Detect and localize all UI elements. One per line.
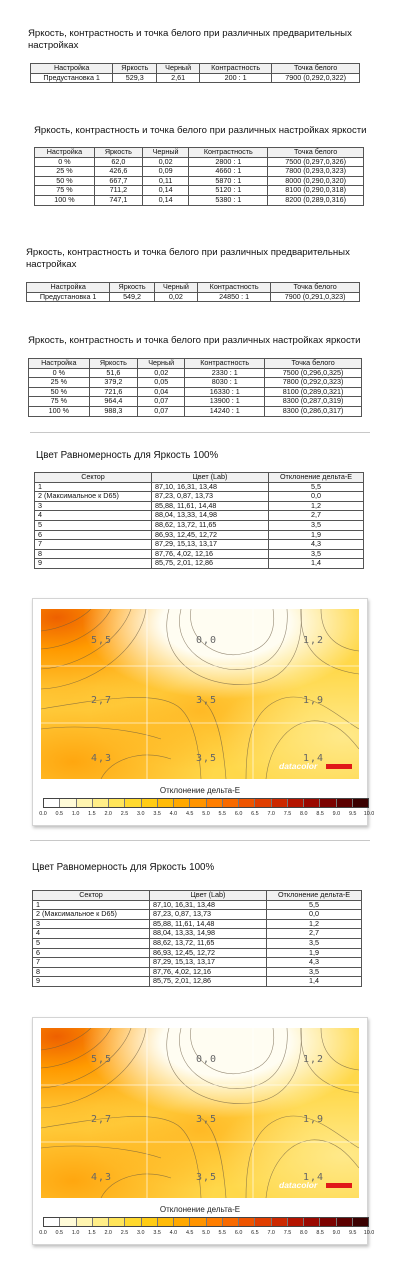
scale-swatch <box>337 1218 353 1226</box>
table-cell: 88,62, 13,72, 11,65 <box>152 520 269 530</box>
col-header: Цвет (Lab) <box>150 891 267 901</box>
table-cell: 1 <box>33 900 150 910</box>
scale-swatch <box>77 1218 93 1226</box>
table-cell: 0,07 <box>138 397 185 407</box>
scale-swatch <box>142 799 158 807</box>
delta-label: 2,7 <box>91 1114 113 1125</box>
scale-tick-label: 1.0 <box>71 811 80 817</box>
table-cell: 2,7 <box>269 511 364 521</box>
table-row <box>31 73 360 83</box>
scale-swatch <box>288 799 304 807</box>
scale-tick-label: 4.0 <box>169 811 178 817</box>
scale-title: Отклонение дельта-E <box>159 1205 241 1214</box>
col-header: Цвет (Lab) <box>152 473 269 483</box>
table-cell: 0,05 <box>138 378 185 388</box>
scale-swatch <box>93 1218 109 1226</box>
preset-table-1 <box>30 63 360 83</box>
scale-tick-label: 4.0 <box>169 1230 178 1236</box>
table-cell: 7900 (0,291,0,323) <box>271 292 360 302</box>
table-cell: 100 % <box>35 195 95 205</box>
scale-swatch <box>223 1218 239 1226</box>
scale-tick-label: 3.0 <box>137 1230 145 1236</box>
col-header: Контрастность <box>197 283 270 293</box>
delta-e-scale-bar <box>43 798 369 808</box>
table-cell: 87,29, 15,13, 13,17 <box>150 958 267 968</box>
table-cell: 8030 : 1 <box>185 378 265 388</box>
table-cell: 0,02 <box>138 368 185 378</box>
col-header: Черный <box>142 148 188 158</box>
table-cell: 3,5 <box>269 549 364 559</box>
delta-label: 3,5 <box>196 1114 218 1125</box>
table-header-row <box>35 473 364 483</box>
delta-label: 1,4 <box>303 753 325 764</box>
scale-tick-label: 4.5 <box>185 1230 194 1236</box>
col-header: Настройка <box>35 148 95 158</box>
table-row <box>35 195 364 205</box>
scale-tick-label: 8.0 <box>300 811 308 817</box>
delta-label: 5,5 <box>91 635 113 646</box>
table-row <box>35 492 364 502</box>
scale-swatch <box>77 799 93 807</box>
table-cell: Предустановка 1 <box>31 73 113 83</box>
table-cell: 88,62, 13,72, 11,65 <box>150 938 267 948</box>
table-cell: 964,4 <box>89 397 138 407</box>
table-cell: 100 % <box>29 406 90 416</box>
table-cell: 5 <box>35 520 152 530</box>
scale-swatch <box>174 799 190 807</box>
scale-tick-label: 2.5 <box>120 1230 129 1236</box>
delta-label: 3,5 <box>196 753 218 764</box>
table-cell: 2 (Максимальное к D65) <box>33 910 150 920</box>
scale-tick-label: 6.5 <box>251 1230 259 1236</box>
table-cell: 0,0 <box>269 492 364 502</box>
table-cell: 8 <box>33 967 150 977</box>
table-cell: 8000 (0,290,0,320) <box>268 176 364 186</box>
scale-tick-label: 0.5 <box>55 811 64 817</box>
table-cell: 8200 (0,289,0,316) <box>268 195 364 205</box>
scale-swatch <box>288 1218 304 1226</box>
table-cell: 667,7 <box>94 176 142 186</box>
table-row <box>29 406 362 416</box>
scale-tick-label: 7.0 <box>267 811 275 817</box>
datacolor-logo: datacolor <box>279 1180 318 1190</box>
table-cell: 8300 (0,286,0,317) <box>265 406 362 416</box>
scale-swatch <box>272 1218 288 1226</box>
table-cell: 0 % <box>35 157 95 167</box>
table-cell: 0,0 <box>267 910 362 920</box>
table-cell: 7800 (0,293,0,323) <box>268 167 364 177</box>
brightness-table-2 <box>28 358 362 417</box>
table-cell: 87,29, 15,13, 13,17 <box>152 540 269 550</box>
table-cell: 2,7 <box>267 929 362 939</box>
table-cell: 1,4 <box>269 559 364 569</box>
col-header: Настройка <box>27 283 110 293</box>
scale-tick-label: 6.0 <box>234 1230 243 1236</box>
scale-tick-label: 1.5 <box>88 1230 96 1236</box>
table-cell: 14240 : 1 <box>185 406 265 416</box>
scale-swatch <box>60 1218 76 1226</box>
uniformity-heatmap <box>41 1028 383 1198</box>
table-cell: 7 <box>33 958 150 968</box>
scale-swatch <box>44 799 60 807</box>
table-cell: 0,07 <box>138 406 185 416</box>
delta-e-scale-bar <box>43 1217 369 1227</box>
table-cell: 85,75, 2,01, 12,86 <box>150 977 267 987</box>
table-cell: 1,2 <box>267 919 362 929</box>
table-cell: 379,2 <box>89 378 138 388</box>
delta-label: 1,9 <box>303 695 325 706</box>
scale-tick-label: 7.5 <box>283 1230 292 1236</box>
table-cell: 0,02 <box>154 292 197 302</box>
col-header: Контрастность <box>199 64 271 74</box>
table-cell: 0 % <box>29 368 90 378</box>
scale-tick-label: 0.5 <box>55 1230 64 1236</box>
table-cell: 5870 : 1 <box>189 176 268 186</box>
table-cell: 6 <box>35 530 152 540</box>
table-cell: 4,3 <box>269 540 364 550</box>
table-cell: 7500 (0,296,0,325) <box>265 368 362 378</box>
scale-swatch <box>239 1218 255 1226</box>
table-cell: 75 % <box>29 397 90 407</box>
scale-swatch <box>304 1218 320 1226</box>
table-cell: 988,3 <box>89 406 138 416</box>
table-cell: 3,5 <box>267 967 362 977</box>
table-cell: 50 % <box>29 387 90 397</box>
table-cell: 8100 (0,290,0,318) <box>268 186 364 196</box>
table-cell: 85,75, 2,01, 12,86 <box>152 559 269 569</box>
table-cell: 86,93, 12,45, 12,72 <box>150 948 267 958</box>
table-cell: 1,2 <box>269 501 364 511</box>
table-cell: 200 : 1 <box>199 73 271 83</box>
table-cell: 529,3 <box>113 73 157 83</box>
col-header: Черный <box>154 283 197 293</box>
scale-tick-label: 10.0 <box>363 1230 375 1236</box>
scale-swatch <box>207 1218 223 1226</box>
table-cell: 87,10, 16,31, 13,48 <box>150 900 267 910</box>
delta-label: 3,5 <box>196 1172 218 1183</box>
delta-label: 0,0 <box>196 1054 218 1065</box>
col-header: Отклонение дельта-E <box>267 891 362 901</box>
delta-label: 3,5 <box>196 695 218 706</box>
table-cell: 24850 : 1 <box>197 292 270 302</box>
table-cell: 1,4 <box>267 977 362 987</box>
scale-tick-label: 5.0 <box>202 811 210 817</box>
col-header: Яркость <box>110 283 155 293</box>
scale-swatch <box>93 799 109 807</box>
table-cell: 5,5 <box>269 482 364 492</box>
scale-tick-label: 6.0 <box>234 811 243 817</box>
table-cell: 4660 : 1 <box>189 167 268 177</box>
scale-swatch <box>125 799 141 807</box>
table-cell: 2,61 <box>157 73 200 83</box>
scale-swatch <box>158 799 174 807</box>
col-header: Точка белого <box>271 283 360 293</box>
scale-tick-label: 5.0 <box>202 1230 210 1236</box>
brightness-table-1 <box>34 147 364 206</box>
preset-table-2 <box>26 282 360 302</box>
table-cell: 3,5 <box>269 520 364 530</box>
table-cell: 1,9 <box>267 948 362 958</box>
table-cell: 3 <box>35 501 152 511</box>
table-cell: 0,14 <box>142 195 188 205</box>
table-cell: 85,88, 11,61, 14,48 <box>152 501 269 511</box>
scale-swatch <box>207 799 223 807</box>
table-header-row <box>31 64 360 74</box>
section-4-title: Яркость, контрастность и точка белого при различных настройках яркости <box>28 335 361 346</box>
divider <box>30 840 370 841</box>
scale-tick-label: 7.0 <box>267 1230 275 1236</box>
table-row <box>33 938 362 948</box>
divider <box>30 432 370 433</box>
scale-swatch <box>109 799 125 807</box>
table-row <box>35 520 364 530</box>
scale-tick-label: 1.0 <box>71 1230 80 1236</box>
scale-swatch <box>255 1218 271 1226</box>
col-header: Точка белого <box>272 64 360 74</box>
table-header-row <box>35 148 364 158</box>
delta-label: 1,2 <box>303 635 325 646</box>
delta-label: 0,0 <box>196 635 218 646</box>
table-cell: 5 <box>33 938 150 948</box>
table-cell: 4,3 <box>267 958 362 968</box>
scale-tick-label: 5.5 <box>218 811 227 817</box>
delta-label: 5,5 <box>91 1054 113 1065</box>
table-cell: 7900 (0,292,0,322) <box>272 73 360 83</box>
scale-tick-label: 9.5 <box>348 1230 357 1236</box>
uniformity-table-1 <box>34 472 364 569</box>
scale-tick-label: 4.5 <box>185 811 194 817</box>
table-cell: 5120 : 1 <box>189 186 268 196</box>
scale-swatch <box>142 1218 158 1226</box>
section-1-title: Яркость, контрастность и точка белого при различных предварительных настройках <box>28 28 352 51</box>
table-row <box>29 378 362 388</box>
table-cell: 9 <box>33 977 150 987</box>
scale-swatch <box>353 799 368 807</box>
uniformity-1-title: Цвет Равномерность для Яркость 100% <box>36 450 219 461</box>
table-cell: 1,9 <box>269 530 364 540</box>
datacolor-logo: datacolor <box>279 761 318 771</box>
scale-swatch <box>272 799 288 807</box>
scale-swatch <box>109 1218 125 1226</box>
scale-tick-label: 3.5 <box>153 1230 161 1236</box>
delta-e-scale-ticks <box>39 811 375 819</box>
table-cell: 0,14 <box>142 186 188 196</box>
table-cell: 88,04, 13,33, 14,98 <box>150 929 267 939</box>
delta-label: 1,2 <box>303 1054 325 1065</box>
table-cell: 0,11 <box>142 176 188 186</box>
scale-swatch <box>44 1218 60 1226</box>
table-row <box>35 540 364 550</box>
scale-tick-label: 9.5 <box>348 811 357 817</box>
table-row <box>33 977 362 987</box>
uniformity-map-panel <box>32 598 375 826</box>
col-header: Яркость <box>89 359 138 369</box>
scale-swatch <box>60 799 76 807</box>
scale-tick-label: 2.0 <box>104 1230 112 1236</box>
scale-swatch <box>353 1218 368 1226</box>
table-cell: 87,23, 0,87, 13,73 <box>152 492 269 502</box>
scale-swatch <box>223 799 239 807</box>
uniformity-map-panel <box>32 1017 375 1245</box>
col-header: Настройка <box>31 64 113 74</box>
table-cell: Предустановка 1 <box>27 292 110 302</box>
scale-swatch <box>304 799 320 807</box>
scale-tick-label: 2.5 <box>120 811 129 817</box>
scale-tick-label: 9.0 <box>332 1230 341 1236</box>
delta-label: 1,9 <box>303 1114 325 1125</box>
table-cell: 88,04, 13,33, 14,98 <box>152 511 269 521</box>
uniformity-table-2 <box>32 890 362 987</box>
col-header: Сектор <box>33 891 150 901</box>
table-row <box>33 958 362 968</box>
col-header: Черный <box>138 359 185 369</box>
table-cell: 87,10, 16,31, 13,48 <box>152 482 269 492</box>
scale-swatch <box>174 1218 190 1226</box>
delta-label: 4,3 <box>91 753 113 764</box>
table-cell: 549,2 <box>110 292 155 302</box>
table-cell: 87,76, 4,02, 12,16 <box>150 967 267 977</box>
col-header: Яркость <box>113 64 157 74</box>
table-cell: 3 <box>33 919 150 929</box>
table-header-row <box>27 283 360 293</box>
table-cell: 25 % <box>29 378 90 388</box>
table-cell: 50 % <box>35 176 95 186</box>
table-header-row <box>33 891 362 901</box>
table-cell: 3,5 <box>267 938 362 948</box>
delta-e-scale-ticks <box>39 1230 375 1238</box>
table-cell: 87,23, 0,87, 13,73 <box>150 910 267 920</box>
uniformity-heatmap <box>41 609 383 779</box>
table-cell: 85,88, 11,61, 14,48 <box>150 919 267 929</box>
table-cell: 86,93, 12,45, 12,72 <box>152 530 269 540</box>
section-3-title: Яркость, контрастность и точка белого при различных предварительных настройках <box>26 247 350 270</box>
table-row <box>33 910 362 920</box>
scale-swatch <box>158 1218 174 1226</box>
scale-swatch <box>320 1218 336 1226</box>
table-cell: 7 <box>35 540 152 550</box>
scale-swatch <box>337 799 353 807</box>
table-cell: 25 % <box>35 167 95 177</box>
table-cell: 0,04 <box>138 387 185 397</box>
scale-tick-label: 2.0 <box>104 811 112 817</box>
scale-tick-label: 6.5 <box>251 811 259 817</box>
table-cell: 62,0 <box>94 157 142 167</box>
col-header: Настройка <box>29 359 90 369</box>
scale-tick-label: 10.0 <box>363 811 375 817</box>
scale-swatch <box>255 799 271 807</box>
table-cell: 51,6 <box>89 368 138 378</box>
scale-swatch <box>190 1218 206 1226</box>
scale-tick-label: 5.5 <box>218 1230 227 1236</box>
table-cell: 2 (Максимальное к D65) <box>35 492 152 502</box>
scale-tick-label: 3.5 <box>153 811 161 817</box>
uniformity-2-title: Цвет Равномерность для Яркость 100% <box>32 862 215 873</box>
datacolor-logo-bar <box>326 764 352 769</box>
table-cell: 16330 : 1 <box>185 387 265 397</box>
table-row <box>35 167 364 177</box>
scale-tick-label: 0.0 <box>39 811 47 817</box>
col-header: Точка белого <box>265 359 362 369</box>
scale-tick-label: 1.5 <box>88 811 96 817</box>
table-row <box>35 559 364 569</box>
scale-swatch <box>239 799 255 807</box>
table-cell: 7800 (0,292,0,323) <box>265 378 362 388</box>
table-cell: 4 <box>35 511 152 521</box>
scale-tick-label: 7.5 <box>283 811 292 817</box>
table-cell: 0,09 <box>142 167 188 177</box>
table-header-row <box>29 359 362 369</box>
scale-title: Отклонение дельта-E <box>159 786 241 795</box>
col-header: Сектор <box>35 473 152 483</box>
scale-swatch <box>125 1218 141 1226</box>
delta-label: 4,3 <box>91 1172 113 1183</box>
table-cell: 2330 : 1 <box>185 368 265 378</box>
scale-swatch <box>320 799 336 807</box>
table-cell: 75 % <box>35 186 95 196</box>
table-cell: 4 <box>33 929 150 939</box>
delta-label: 1,4 <box>303 1172 325 1183</box>
table-cell: 7500 (0,297,0,326) <box>268 157 364 167</box>
scale-tick-label: 0.0 <box>39 1230 47 1236</box>
table-cell: 5,5 <box>267 900 362 910</box>
col-header: Контрастность <box>189 148 268 158</box>
table-cell: 6 <box>33 948 150 958</box>
scale-tick-label: 8.5 <box>316 811 324 817</box>
table-cell: 8 <box>35 549 152 559</box>
scale-tick-label: 8.5 <box>316 1230 324 1236</box>
table-cell: 13900 : 1 <box>185 397 265 407</box>
table-cell: 8300 (0,287,0,319) <box>265 397 362 407</box>
delta-label: 2,7 <box>91 695 113 706</box>
table-cell: 5380 : 1 <box>189 195 268 205</box>
datacolor-logo-bar <box>326 1183 352 1188</box>
scale-tick-label: 9.0 <box>332 811 341 817</box>
scale-tick-label: 3.0 <box>137 811 145 817</box>
table-cell: 1 <box>35 482 152 492</box>
col-header: Отклонение дельта-E <box>269 473 364 483</box>
table-cell: 8100 (0,289,0,321) <box>265 387 362 397</box>
col-header: Точка белого <box>268 148 364 158</box>
col-header: Черный <box>157 64 200 74</box>
table-cell: 9 <box>35 559 152 569</box>
table-cell: 721,6 <box>89 387 138 397</box>
table-cell: 87,76, 4,02, 12,16 <box>152 549 269 559</box>
section-2-title: Яркость, контрастность и точка белого при различных настройках яркости <box>34 125 367 136</box>
col-header: Контрастность <box>185 359 265 369</box>
col-header: Яркость <box>94 148 142 158</box>
table-cell: 0,02 <box>142 157 188 167</box>
table-cell: 426,6 <box>94 167 142 177</box>
table-row <box>27 292 360 302</box>
table-cell: 747,1 <box>94 195 142 205</box>
table-cell: 2800 : 1 <box>189 157 268 167</box>
scale-tick-label: 8.0 <box>300 1230 308 1236</box>
scale-swatch <box>190 799 206 807</box>
table-cell: 711,2 <box>94 186 142 196</box>
